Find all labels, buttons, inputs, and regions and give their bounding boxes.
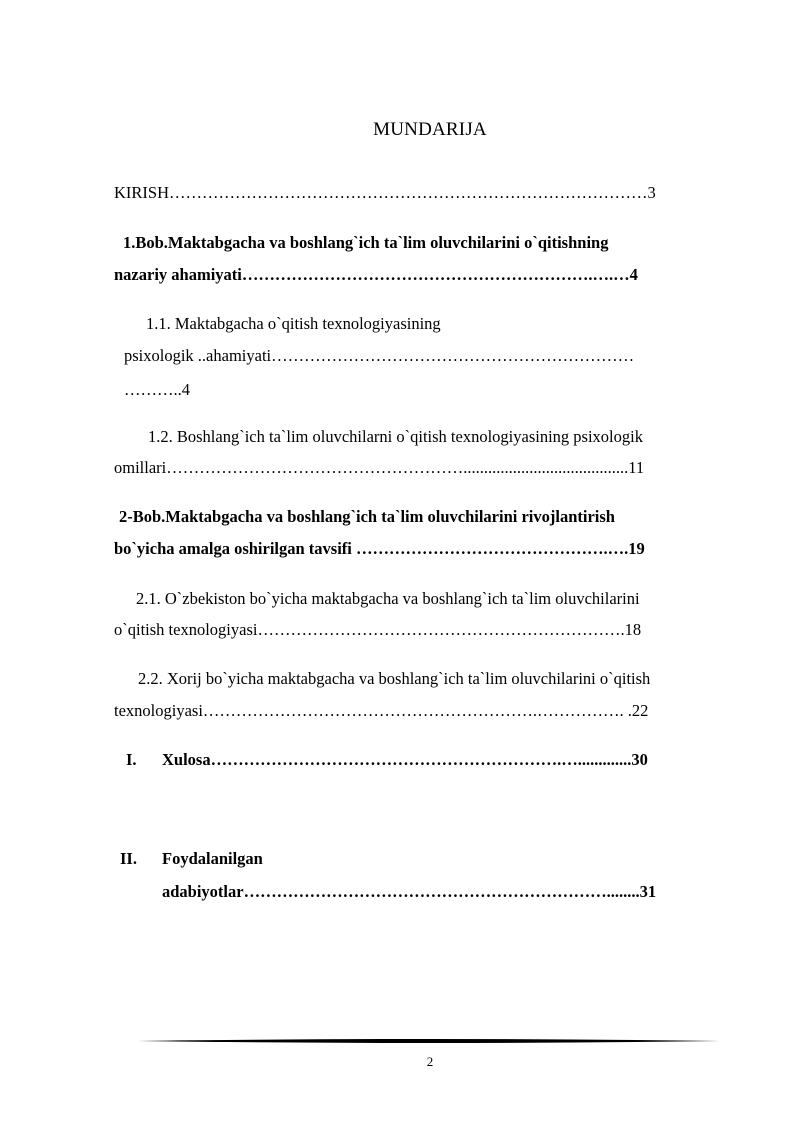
toc-entry-section-2-2: 2.2. Xorij bo`yicha maktabgacha va boshlang`ich ta`lim oluvchilarini o`qitish (138, 669, 651, 688)
footer-divider (138, 1038, 720, 1044)
toc-entry-references-cont: adabiyotlar…………………………………………………………........31 (162, 882, 657, 901)
toc-entry-chapter-1: 1.Bob.Maktabgacha va boshlang`ich ta`lim oluvchilarini o`qitishning (123, 233, 609, 252)
toc-entry-conclusion: Xulosa……………………………………………………….….............30 (162, 750, 648, 769)
toc-entry-section-2-1-cont: o`qitish texnologiyasi………………………………………………………….18 (114, 620, 642, 639)
toc-entry-section-2-1: 2.1. O`zbekiston bo`yicha maktabgacha va boshlang`ich ta`lim oluvchilarini (136, 589, 640, 608)
toc-entry-chapter-2-cont: bo`yicha amalga oshirilgan tavsifi ……………………………………….….19 (114, 539, 645, 558)
toc-entry-kirish: KIRISH……………………………………………………………………………3 (114, 183, 656, 202)
toc-entry-section-2-2-cont: texnologiyasi…………………………………………………….……………. .22 (114, 701, 649, 720)
page-number: 2 (426, 1054, 434, 1069)
toc-entry-section-1-1-page: ………..4 (124, 380, 190, 399)
toc-entry-references: Foydalanilgan (162, 849, 263, 868)
toc-entry-conclusion-number: I. (126, 750, 137, 769)
toc-entry-section-1-1: 1.1. Maktabgacha o`qitish texnologiyasining (146, 314, 441, 333)
toc-entry-section-1-1-cont: psixologik ..ahamiyati………………………………………………………… (124, 346, 635, 365)
toc-entry-chapter-2: 2-Bob.Maktabgacha va boshlang`ich ta`lim oluvchilarini rivojlantirish (119, 507, 615, 526)
toc-entry-chapter-1-cont: nazariy ahamiyati……………………………………………………….….…4 (114, 265, 638, 284)
toc-entry-section-1-2-cont: omillari………………………………………………........................................11 (114, 458, 645, 477)
toc-entry-references-number: II. (120, 849, 137, 868)
toc-entry-section-1-2: 1.2. Boshlang`ich ta`lim oluvchilarni o`qitish texnologiyasining psixologik (148, 427, 643, 446)
page-title: MUNDARIJA (373, 119, 487, 140)
